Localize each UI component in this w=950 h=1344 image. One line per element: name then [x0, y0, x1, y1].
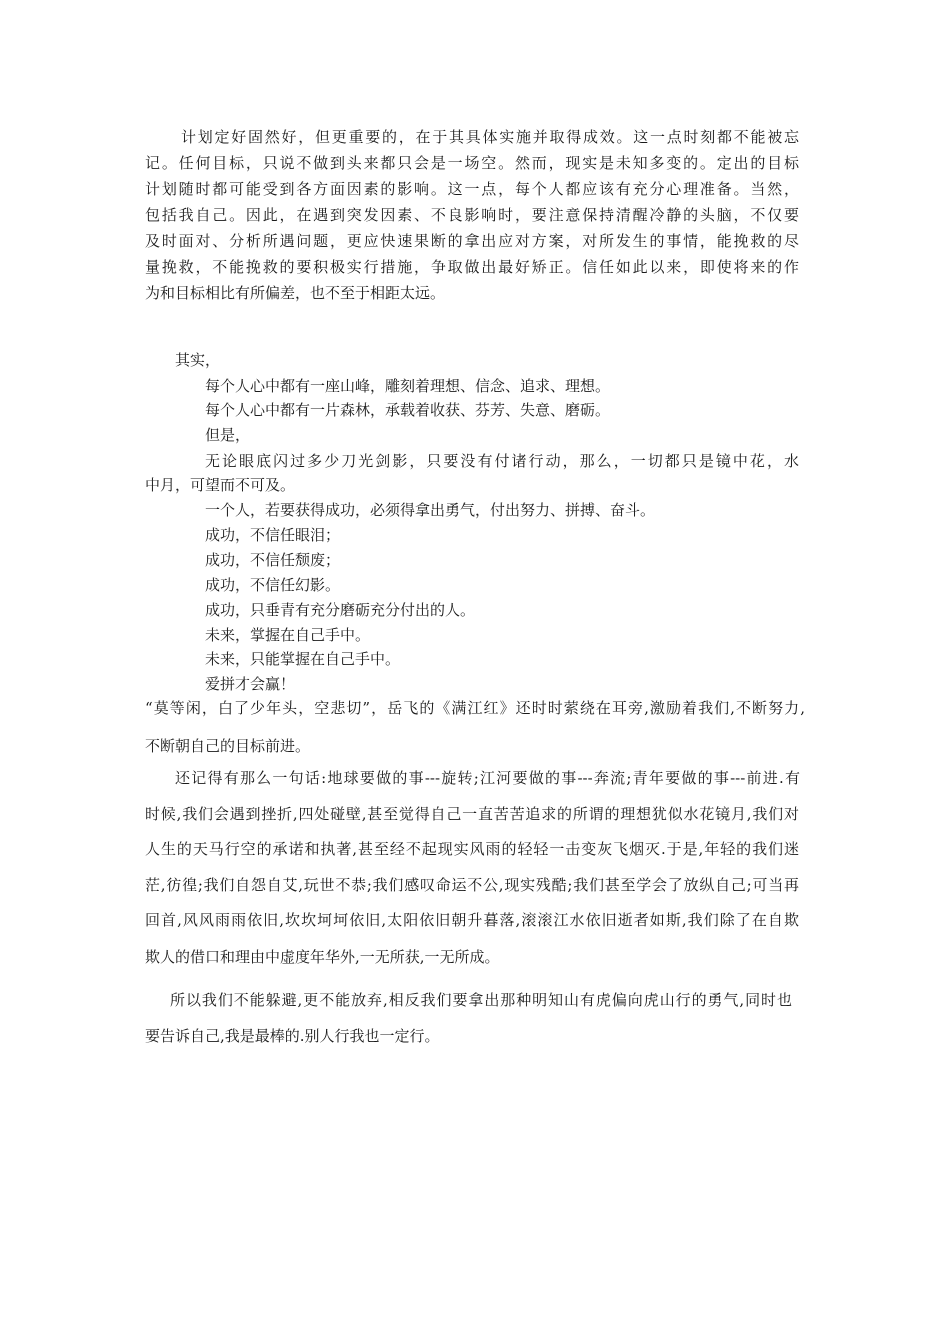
- poem-line: 中月，可望而不可及。: [145, 476, 296, 494]
- text-line: 量挽救，不能挽救的要积极实行措施，争取做出最好矫正。信任如此以来，即使将来的作: [145, 258, 799, 276]
- poem-line: 爱拼才会赢！: [205, 675, 296, 693]
- text-line: 欺人的借口和理由中虚度年华外,一无所获,一无所成。: [145, 948, 500, 966]
- text-line: 茫,彷徨;我们自怨自艾,玩世不恭;我们感叹命运不公,现实残酷;我们甚至学会了放纵自己;可当再: [145, 876, 799, 894]
- text-line: 计划随时都可能受到各方面因素的影响。这一点，每个人都应该有充分心理准备。当然，: [145, 180, 799, 198]
- poem-line: 成功，不信任幻影。: [205, 576, 341, 594]
- text-line: 所以我们不能躲避,更不能放弃,相反我们要拿出那种明知山有虎偏向虎山行的勇气,同时也: [170, 991, 792, 1009]
- text-line: 及时面对、分析所遇问题，更应快速果断的拿出应对方案，对所发生的事情，能挽救的尽: [145, 232, 799, 250]
- poem-line: 未来，只能掌握在自己手中。: [205, 650, 401, 668]
- poem-intro: 其实，: [175, 351, 221, 369]
- text-line: 回首,风风雨雨依旧,坎坎坷坷依旧,太阳依旧朝升暮落,滚滚江水依旧逝者如斯,我们除了在自欺: [145, 911, 799, 929]
- text-line: 要告诉自己,我是最棒的.别人行我也一定行。: [145, 1027, 440, 1045]
- text-line: 不断朝自己的目标前进。: [145, 737, 311, 755]
- text-line: 记。任何目标，只说不做到头来都只会是一场空。然而，现实是未知多变的。定出的目标: [145, 154, 799, 172]
- poem-line: 每个人心中都有一座山峰，雕刻着理想、信念、追求、理想。: [205, 377, 611, 395]
- poem-line: 一个人，若要获得成功，必须得拿出勇气，付出努力、拼搏、奋斗。: [205, 501, 656, 519]
- text-line: 时候,我们会遇到挫折,四处碰壁,甚至觉得自己一直苦苦追求的所谓的理想犹似水花镜月,我们对: [145, 805, 799, 823]
- poem-line: 每个人心中都有一片森林，承载着收获、芬芳、失意、磨砺。: [205, 401, 611, 419]
- text-line: 计划定好固然好，但更重要的，在于其具体实施并取得成效。这一点时刻都不能被忘: [181, 128, 799, 146]
- text-line: 还记得有那么一句话:地球要做的事---旋转;江河要做的事---奔流;青年要做的事---前进.有: [175, 769, 800, 787]
- text-line: 人生的天马行空的承诺和执著,甚至经不起现实风雨的轻轻一击变灰飞烟灭.于是,年轻的我们迷: [145, 840, 799, 858]
- poem-line: 未来，掌握在自己手中。: [205, 626, 371, 644]
- text-line: 包括我自己。因此，在遇到突发因素、不良影响时，要注意保持清醒冷静的头脑，不仅要: [145, 206, 799, 224]
- poem-line: 无论眼底闪过多少刀光剑影，只要没有付诸行动，那么，一切都只是镜中花，水: [205, 452, 799, 470]
- text-line: “莫等闲，白了少年头，空悲切”，岳飞的《满江红》还时时萦绕在耳旁,激励着我们,不断努力,: [145, 699, 805, 717]
- poem-line: 成功，不信任颓废；: [205, 551, 341, 569]
- poem-line: 成功，只垂青有充分磨砺充分付出的人。: [205, 601, 476, 619]
- poem-line: 成功，不信任眼泪；: [205, 526, 341, 544]
- poem-line: 但是，: [205, 426, 251, 444]
- text-line: 为和目标相比有所偏差，也不至于相距太远。: [145, 284, 446, 302]
